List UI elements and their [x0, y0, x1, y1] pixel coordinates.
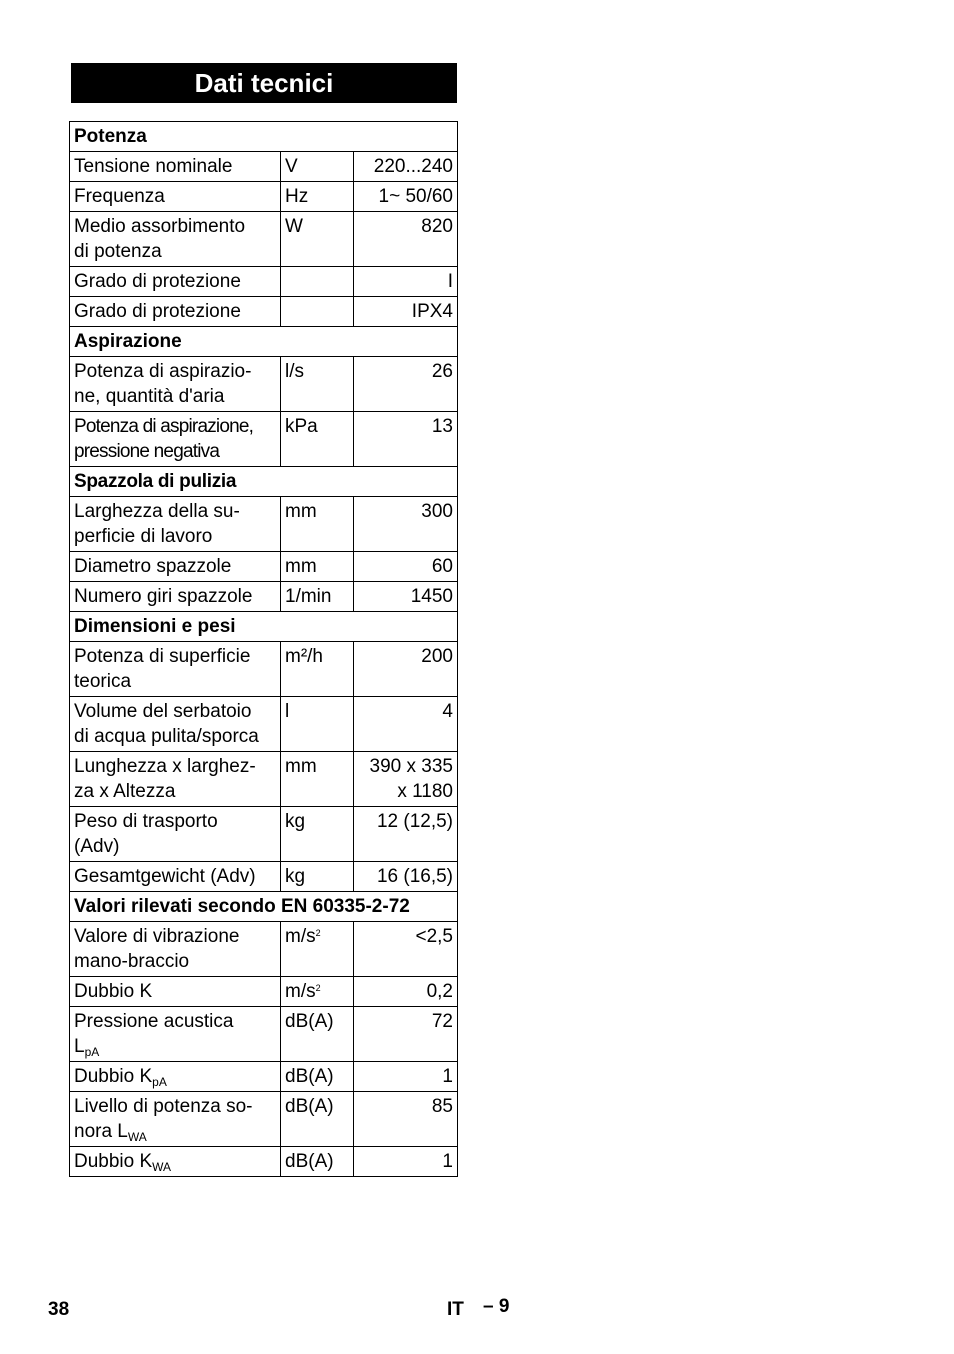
row-value: 1: [354, 1147, 458, 1177]
table-row: [70, 152, 458, 182]
row-label: Dubbio K: [70, 977, 281, 1007]
row-label: [70, 752, 281, 807]
language-code: IT: [447, 1299, 464, 1320]
row-value: 1: [354, 1062, 458, 1092]
row-label: Gesamtgewicht (Adv): [70, 862, 281, 892]
row-label-line: Dubbio K: [74, 1066, 153, 1087]
row-unit: 1/min: [281, 582, 354, 612]
table-row: [70, 182, 458, 212]
row-unit: kPa: [281, 412, 354, 467]
section-header-suction: [70, 327, 458, 357]
row-value: [354, 752, 458, 807]
table-row: [70, 1062, 458, 1092]
table-row: [70, 977, 458, 1007]
row-unit: [281, 977, 354, 1007]
section-header-measured-values: [70, 892, 458, 922]
row-unit: m²/h: [281, 642, 354, 697]
row-label-line: Potenza di aspirazio-: [74, 361, 252, 382]
row-label-line: Volume del serbatoio: [74, 701, 252, 722]
row-label-line: ne, quantità d'aria: [74, 386, 225, 407]
table-row: [70, 582, 458, 612]
row-label: Grado di protezione: [70, 267, 281, 297]
row-unit: l: [281, 697, 354, 752]
row-label-line: mano-braccio: [74, 951, 190, 972]
table-row: [70, 297, 458, 327]
row-unit: l/s: [281, 357, 354, 412]
section-page-number: – 9: [483, 1296, 510, 1317]
row-label-line: di potenza: [74, 241, 162, 262]
row-label-line: Potenza di superficie: [74, 646, 251, 667]
row-label: [70, 212, 281, 267]
row-value: 12 (12,5): [354, 807, 458, 862]
row-label-line: Larghezza della su-: [74, 501, 240, 522]
table-row: [70, 1007, 458, 1062]
row-unit: kg: [281, 862, 354, 892]
label-subscript: WA: [127, 1130, 147, 1144]
row-label-line: L: [74, 1036, 85, 1057]
row-label: [70, 1147, 281, 1177]
row-label: Numero giri spazzole: [70, 582, 281, 612]
section-header-power: [70, 122, 458, 152]
row-label: Diametro spazzole: [70, 552, 281, 582]
row-label: [70, 357, 281, 412]
row-label-line: perficie di lavoro: [74, 526, 213, 547]
row-label-line: Medio assorbimento: [74, 216, 246, 237]
row-value: 85: [354, 1092, 458, 1147]
row-value: <2,5: [354, 922, 458, 977]
table-row: [70, 412, 458, 467]
row-label: [70, 697, 281, 752]
row-unit: V: [281, 152, 354, 182]
row-label: [70, 922, 281, 977]
section-title: Valori rilevati secondo EN 60335-2-72: [70, 892, 458, 922]
row-value: 1~ 50/60: [354, 182, 458, 212]
row-value: 13: [354, 412, 458, 467]
unit-text: m/s: [285, 981, 316, 1002]
label-subscript: pA: [84, 1045, 100, 1059]
row-label-line: Peso di trasporto: [74, 811, 218, 832]
row-label-line: nora L: [74, 1121, 128, 1142]
section-title: Dimensioni e pesi: [70, 612, 458, 642]
unit-superscript: 2: [315, 983, 321, 993]
section-title: Potenza: [70, 122, 458, 152]
table-row: [70, 642, 458, 697]
row-label: [70, 642, 281, 697]
section-header-brush: [70, 467, 458, 497]
table-row: [70, 862, 458, 892]
row-value-line: 390 x 335: [369, 756, 453, 777]
row-value: 16 (16,5): [354, 862, 458, 892]
row-label: Grado di protezione: [70, 297, 281, 327]
row-label-line: teorica: [74, 671, 132, 692]
row-label-line: Livello di potenza so-: [74, 1096, 253, 1117]
table-row: [70, 1092, 458, 1147]
row-value: 0,2: [354, 977, 458, 1007]
label-subscript: pA: [152, 1075, 167, 1089]
table-row: [70, 552, 458, 582]
unit-superscript: 2: [315, 928, 321, 938]
row-value-line: x 1180: [397, 781, 453, 802]
row-label-line: Potenza di aspirazione,: [74, 416, 254, 437]
row-unit: dB(A): [281, 1147, 354, 1177]
label-subscript: WA: [152, 1160, 172, 1174]
row-label: Frequenza: [70, 182, 281, 212]
row-unit: W: [281, 212, 354, 267]
row-label: [70, 1007, 281, 1062]
table-row: [70, 922, 458, 977]
section-title: Spazzola di pulizia: [70, 467, 458, 497]
row-label-line: Dubbio K: [74, 1151, 153, 1172]
row-unit: [281, 267, 354, 297]
table-row: [70, 807, 458, 862]
unit-text: m/s: [285, 926, 316, 947]
row-unit: mm: [281, 752, 354, 807]
row-label-line: za x Altezza: [74, 781, 176, 802]
row-unit: Hz: [281, 182, 354, 212]
table-row: [70, 752, 458, 807]
row-label: Tensione nominale: [70, 152, 281, 182]
row-label-line: (Adv): [74, 836, 120, 857]
row-unit: [281, 297, 354, 327]
table-row: [70, 697, 458, 752]
row-unit: dB(A): [281, 1007, 354, 1062]
section-title: Aspirazione: [70, 327, 458, 357]
row-label-line: pressione negativa: [74, 441, 220, 462]
row-label: [70, 412, 281, 467]
row-value: 200: [354, 642, 458, 697]
row-label: [70, 1092, 281, 1147]
row-label-line: Lunghezza x larghez-: [74, 756, 256, 777]
table-row: [70, 357, 458, 412]
row-value: I: [354, 267, 458, 297]
page-title: Dati tecnici: [71, 63, 457, 103]
row-value: 26: [354, 357, 458, 412]
row-value: 220...240: [354, 152, 458, 182]
page-number: 38: [48, 1299, 70, 1320]
row-label-line: Valore di vibrazione: [74, 926, 240, 947]
row-value: IPX4: [354, 297, 458, 327]
table-row: [70, 267, 458, 297]
row-value: 1450: [354, 582, 458, 612]
row-label: [70, 807, 281, 862]
table-row: [70, 1147, 458, 1177]
row-value: 60: [354, 552, 458, 582]
row-label-line: di acqua pulita/sporca: [74, 726, 259, 747]
row-unit: mm: [281, 552, 354, 582]
row-label: [70, 1062, 281, 1092]
row-unit: kg: [281, 807, 354, 862]
section-header-dimensions: [70, 612, 458, 642]
table-row: [70, 497, 458, 552]
row-value: 300: [354, 497, 458, 552]
row-value: 4: [354, 697, 458, 752]
row-unit: mm: [281, 497, 354, 552]
table-row: [70, 212, 458, 267]
row-unit: dB(A): [281, 1062, 354, 1092]
row-value: 820: [354, 212, 458, 267]
row-value: 72: [354, 1007, 458, 1062]
technical-data-table: [69, 121, 458, 1177]
row-unit: dB(A): [281, 1092, 354, 1147]
row-label: [70, 497, 281, 552]
row-label-line: Pressione acustica: [74, 1011, 234, 1032]
row-unit: [281, 922, 354, 977]
